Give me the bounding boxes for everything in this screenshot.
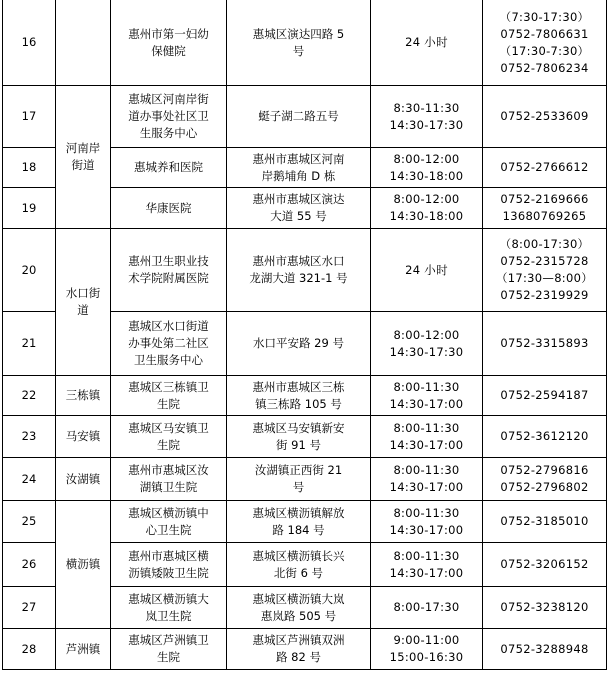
row-number: 16 [3, 0, 56, 86]
phone-number: 0752-3206152 [483, 543, 607, 587]
hospital-table [2, 0, 607, 670]
institution-address: 惠城区横沥镇解放 路 184 号 [227, 501, 371, 543]
phone-number: 0752-2796816 0752-2796802 [483, 458, 607, 501]
opening-hours: 8:00-12:00 14:30-18:00 [371, 188, 483, 229]
town-cell-luzhou: 芦洲镇 [56, 629, 111, 670]
opening-hours: 8:00-11:30 14:30-17:00 [371, 543, 483, 587]
table-row-22 [3, 376, 607, 416]
table-row-16 [3, 0, 607, 86]
opening-hours: 8:00-11:30 14:30-17:00 [371, 458, 483, 501]
row-number: 27 [3, 587, 56, 629]
institution-name: 惠州卫生职业技 术学院附属医院 [111, 229, 227, 312]
opening-hours: 8:00-11:30 14:30-17:00 [371, 376, 483, 416]
town-cell-ruhu: 汝湖镇 [56, 458, 111, 501]
institution-address: 惠城区演达四路 5 号 [227, 0, 371, 86]
table-row-17 [3, 86, 607, 148]
institution-name: 惠城区水口街道 办事处第二社区 卫生服务中心 [111, 312, 227, 376]
phone-number: （8:00-17:30） 0752-2315728 （17:30—8:00） 0752-2319929 [483, 229, 607, 312]
town-cell-shuikou: 水口街 道 [56, 229, 111, 376]
opening-hours: 8:30-11:30 14:30-17:30 [371, 86, 483, 148]
institution-address: 惠州市惠城区河南 岸鹅埔角 D 栋 [227, 148, 371, 188]
phone-number: 0752-3288948 [483, 629, 607, 670]
row-number: 24 [3, 458, 56, 501]
table-row-24 [3, 458, 607, 501]
row-number: 18 [3, 148, 56, 188]
institution-name: 惠城养和医院 [111, 148, 227, 188]
table-row-28 [3, 629, 607, 670]
table-row-25 [3, 501, 607, 543]
institution-address: 惠城区横沥镇长兴 北街 6 号 [227, 543, 371, 587]
opening-hours: 9:00-11:00 15:00-16:30 [371, 629, 483, 670]
institution-name: 惠州市惠城区汝 湖镇卫生院 [111, 458, 227, 501]
row-number: 22 [3, 376, 56, 416]
phone-number: （7:30-17:30） 0752-7806631 （17:30-7:30） 0752-7806234 [483, 0, 607, 86]
town-cell-henanan: 河南岸 街道 [56, 86, 111, 229]
row-number: 17 [3, 86, 56, 148]
row-number: 28 [3, 629, 56, 670]
phone-number: 0752-2594187 [483, 376, 607, 416]
institution-address: 惠州市惠城区水口 龙湖大道 321-1 号 [227, 229, 371, 312]
opening-hours: 8:00-11:30 14:30-17:00 [371, 416, 483, 458]
row-number: 20 [3, 229, 56, 312]
institution-address: 汝湖镇正西街 21 号 [227, 458, 371, 501]
institution-address: 惠城区横沥镇大岚 惠岚路 505 号 [227, 587, 371, 629]
institution-address: 惠城区芦洲镇双洲 路 82 号 [227, 629, 371, 670]
phone-number: 0752-2533609 [483, 86, 607, 148]
row-number: 21 [3, 312, 56, 376]
institution-name: 惠州市第一妇幼 保健院 [111, 0, 227, 86]
row-number: 26 [3, 543, 56, 587]
town-cell-maan: 马安镇 [56, 416, 111, 458]
institution-address: 蜓子湖二路五号 [227, 86, 371, 148]
institution-name: 惠城区三栋镇卫 生院 [111, 376, 227, 416]
opening-hours: 8:00-17:30 [371, 587, 483, 629]
row-number: 25 [3, 501, 56, 543]
phone-number: 0752-3185010 [483, 501, 607, 543]
opening-hours: 24 小时 [371, 0, 483, 86]
institution-name: 惠城区横沥镇大 岚卫生院 [111, 587, 227, 629]
opening-hours: 8:00-11:30 14:30-17:00 [371, 501, 483, 543]
opening-hours: 8:00-12:00 14:30-18:00 [371, 148, 483, 188]
institution-name: 惠州市惠城区横 沥镇矮陂卫生院 [111, 543, 227, 587]
institution-address: 惠城区马安镇新安 街 91 号 [227, 416, 371, 458]
row-number: 23 [3, 416, 56, 458]
town-cell-sandong: 三栋镇 [56, 376, 111, 416]
row-number: 19 [3, 188, 56, 229]
table-row-20 [3, 229, 607, 312]
opening-hours: 8:00-12:00 14:30-17:30 [371, 312, 483, 376]
institution-name: 华康医院 [111, 188, 227, 229]
institution-name: 惠城区马安镇卫 生院 [111, 416, 227, 458]
town-cell-hengli: 横沥镇 [56, 501, 111, 629]
phone-number: 0752-2766612 [483, 148, 607, 188]
phone-number: 0752-3612120 [483, 416, 607, 458]
institution-name: 惠城区横沥镇中 心卫生院 [111, 501, 227, 543]
blank-town-cell [56, 0, 111, 86]
phone-number: 0752-3238120 [483, 587, 607, 629]
opening-hours: 24 小时 [371, 229, 483, 312]
phone-number: 0752-3315893 [483, 312, 607, 376]
institution-address: 水口平安路 29 号 [227, 312, 371, 376]
institution-name: 惠城区芦洲镇卫 生院 [111, 629, 227, 670]
phone-number: 0752-2169666 13680769265 [483, 188, 607, 229]
institution-address: 惠州市惠城区演达 大道 55 号 [227, 188, 371, 229]
institution-name: 惠城区河南岸街 道办事处社区卫 生服务中心 [111, 86, 227, 148]
table-row-23 [3, 416, 607, 458]
institution-address: 惠州市惠城区三栋 镇三栋路 105 号 [227, 376, 371, 416]
